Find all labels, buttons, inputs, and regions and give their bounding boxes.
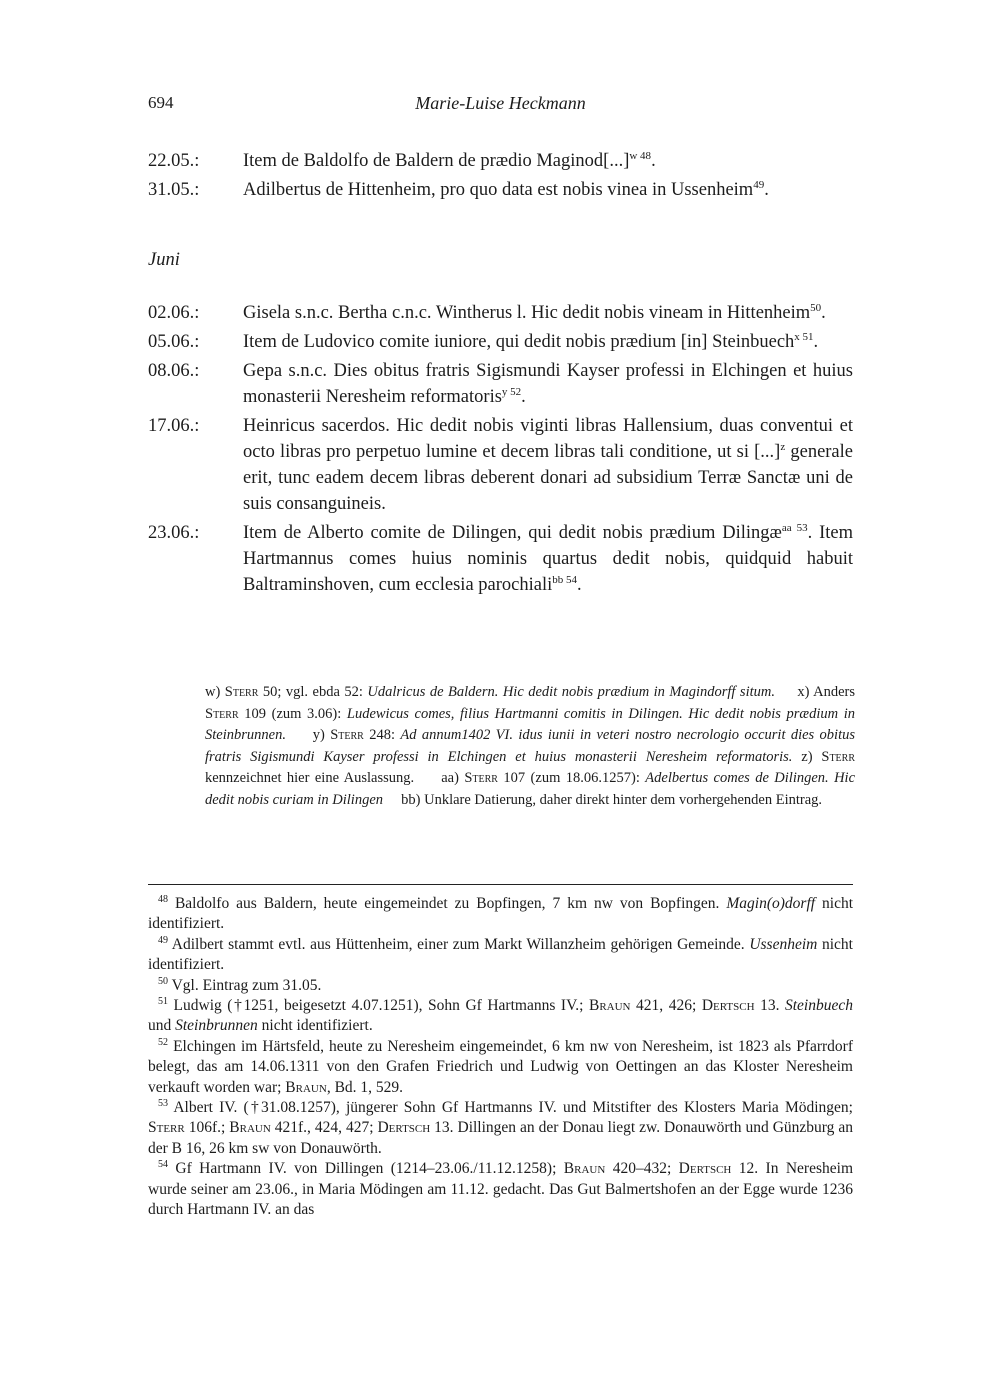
footnote-50: $^{50}$ Vgl. Eintrag zum 31.05.: [158, 975, 322, 994]
footnote-mark: z: [780, 440, 786, 453]
footnote-mark: aa 53: [781, 521, 808, 534]
footnotes: [148, 894, 853, 1221]
footnote-53: $^{53}$ Albert IV. (†31.08.1257), jüngerer Sohn Gf Hartmanns IV. und Mitstifter des Klosters Maria Mödingen; Sterr 106f.; Braun 421f., 424, 427; Dertsch 13. Dillingen an der Donau liegt zw. Donauwörth und Günzburg an der B 16, 26 km sw von Donauwörth.: [148, 1097, 854, 1157]
month-heading: Juni: [148, 250, 180, 270]
necrology-entries-may: [148, 148, 853, 206]
entry-date: 31.05.:: [148, 180, 200, 200]
footnote-52: $^{52}$ Elchingen im Härtsfeld, heute zu Neresheim eingemeindet, 6 km nw von Neresheim, ist 1823 als Pfarrdorf belegt, das am 14.06.1311 von den Grafen Friedrich und Ludwig von Oettingen an das Kloster Neresheim verkauft worden war; Braun, Bd. 1, 529.: [148, 1036, 854, 1096]
entry-31-05: [148, 177, 853, 203]
critical-apparatus: w) Sterr 50; vgl. ebda 52: Udalricus de Baldern. Hic dedit nobis prædium in Magindorff situm. x) Anders Sterr 109 (zum 3.06): Ludewicus comes, filius Hartmanni comitis in Dilingen. Hic dedit nobis prædium in Steinbrunnen. y) Sterr 248: Ad annum1402 VI. idus iunii in veteri nostro necrologio occurit dies obitus fratris Sigismundi Kayser professi in Elchingen et huius monasterii Neresheim reformatoris. z) Sterr kennzeichnet hier eine Auslassung. aa) Sterr 107 (zum 18.06.1257): Adelbertus comes de Dilingen. Hic dedit nobis curiam in Dilingen bb) Unklare Datierung, daher direkt hinter dem vorhergehenden Eintrag.: [205, 684, 856, 808]
footnote-54: $^{54}$ Gf Hartmann IV. von Dillingen (1214–23.06./11.12.1258); Braun 420–432; Dertsch 12. In Neresheim wurde seiner am 23.06., in Maria Mödingen am 11.12. gedacht. Das Gut Balmertshofen an der Egge wurde 1236 durch Hartmann IV. an das: [148, 1159, 853, 1219]
footnote-48: $^{48}$ Baldolfo aus Baldern, heute eingemeindet zu Bopfingen, 7 km nw von Bopfingen. Magin(o)dorff nicht identifiziert.: [148, 893, 854, 933]
entry-text: Item de Ludovico comite iuniore, qui dedit nobis prædium [in] Steinbuech$^{x 51}$.: [243, 330, 819, 352]
running-title-author: Marie-Luise Heckmann: [415, 93, 586, 113]
footnote-divider: [148, 884, 853, 885]
entry-date: 05.06.:: [148, 332, 200, 352]
footnote-mark: 49: [753, 178, 765, 191]
entry-text: Gisela s.n.c. Bertha c.n.c. Wintherus l. Hic dedit nobis vineam in Hittenheim$^{50}$.: [243, 301, 826, 323]
entry-date: 02.06.:: [148, 303, 200, 323]
entry-23-06: [148, 520, 853, 598]
footnote-mark: bb 54: [552, 573, 577, 586]
entry-date: 17.06.:: [148, 416, 200, 436]
footnote-mark: w 48: [629, 149, 652, 162]
entry-17-06: [148, 413, 853, 517]
necrology-entries-june: [148, 300, 853, 601]
entry-02-06: [148, 300, 853, 326]
footnote-mark: x 51: [794, 330, 814, 343]
page-number: 694: [148, 93, 174, 112]
entry-22-05: [148, 148, 853, 174]
entry-date: 23.06.:: [148, 523, 200, 543]
entry-05-06: [148, 329, 853, 355]
footnote-49: $^{49}$ Adilbert stammt evtl. aus Hüttenheim, einer zum Markt Willanzheim gehörigen Gemeinde. Ussenheim nicht identifiziert.: [148, 934, 853, 974]
entry-text: Item de Baldolfo de Baldern de prædio Maginod[...]$^{w 48}$.: [243, 149, 656, 171]
entry-text: Adilbertus de Hittenheim, pro quo data est nobis vinea in Ussenheim$^{49}$.: [243, 178, 769, 200]
entry-date: 08.06.:: [148, 361, 200, 381]
entry-text: Heinricus sacerdos. Hic dedit nobis viginti libras Hallensium, duas conventui et octo libras pro perpetuo lumine et decem libras tali conditione, ut si [...]$^z$ generale erit, tunc eadem decem libras deberent donari ad subsidium Terræ Sanctæ uni de suis consanguineis.: [243, 416, 853, 514]
entry-text: Item de Alberto comite de Dilingen, qui dedit nobis prædium Dilingæ$^{aa 53}$. Item Hartmannus comes huius nominis quartus dedit nobis, quidquid habuit Baltraminshoven, cum ecclesia parochiali$^{bb 54}$.: [243, 521, 853, 595]
entry-text: Gepa s.n.c. Dies obitus fratris Sigismundi Kayser professi in Elchingen et huius monasterii Neresheim reformatoris$^{y 52}$.: [243, 361, 853, 407]
footnote-mark: 50: [810, 301, 822, 314]
footnote-mark: y 52: [501, 385, 522, 398]
running-header: [148, 93, 853, 119]
entry-date: 22.05.:: [148, 151, 200, 171]
entry-08-06: [148, 358, 853, 410]
footnote-51: $^{51}$ Ludwig (†1251, beigesetzt 4.07.1251), Sohn Gf Hartmanns IV.; Braun 421, 426; Dertsch 13. Steinbuech und Steinbrunnen nicht identifiziert.: [148, 995, 854, 1035]
